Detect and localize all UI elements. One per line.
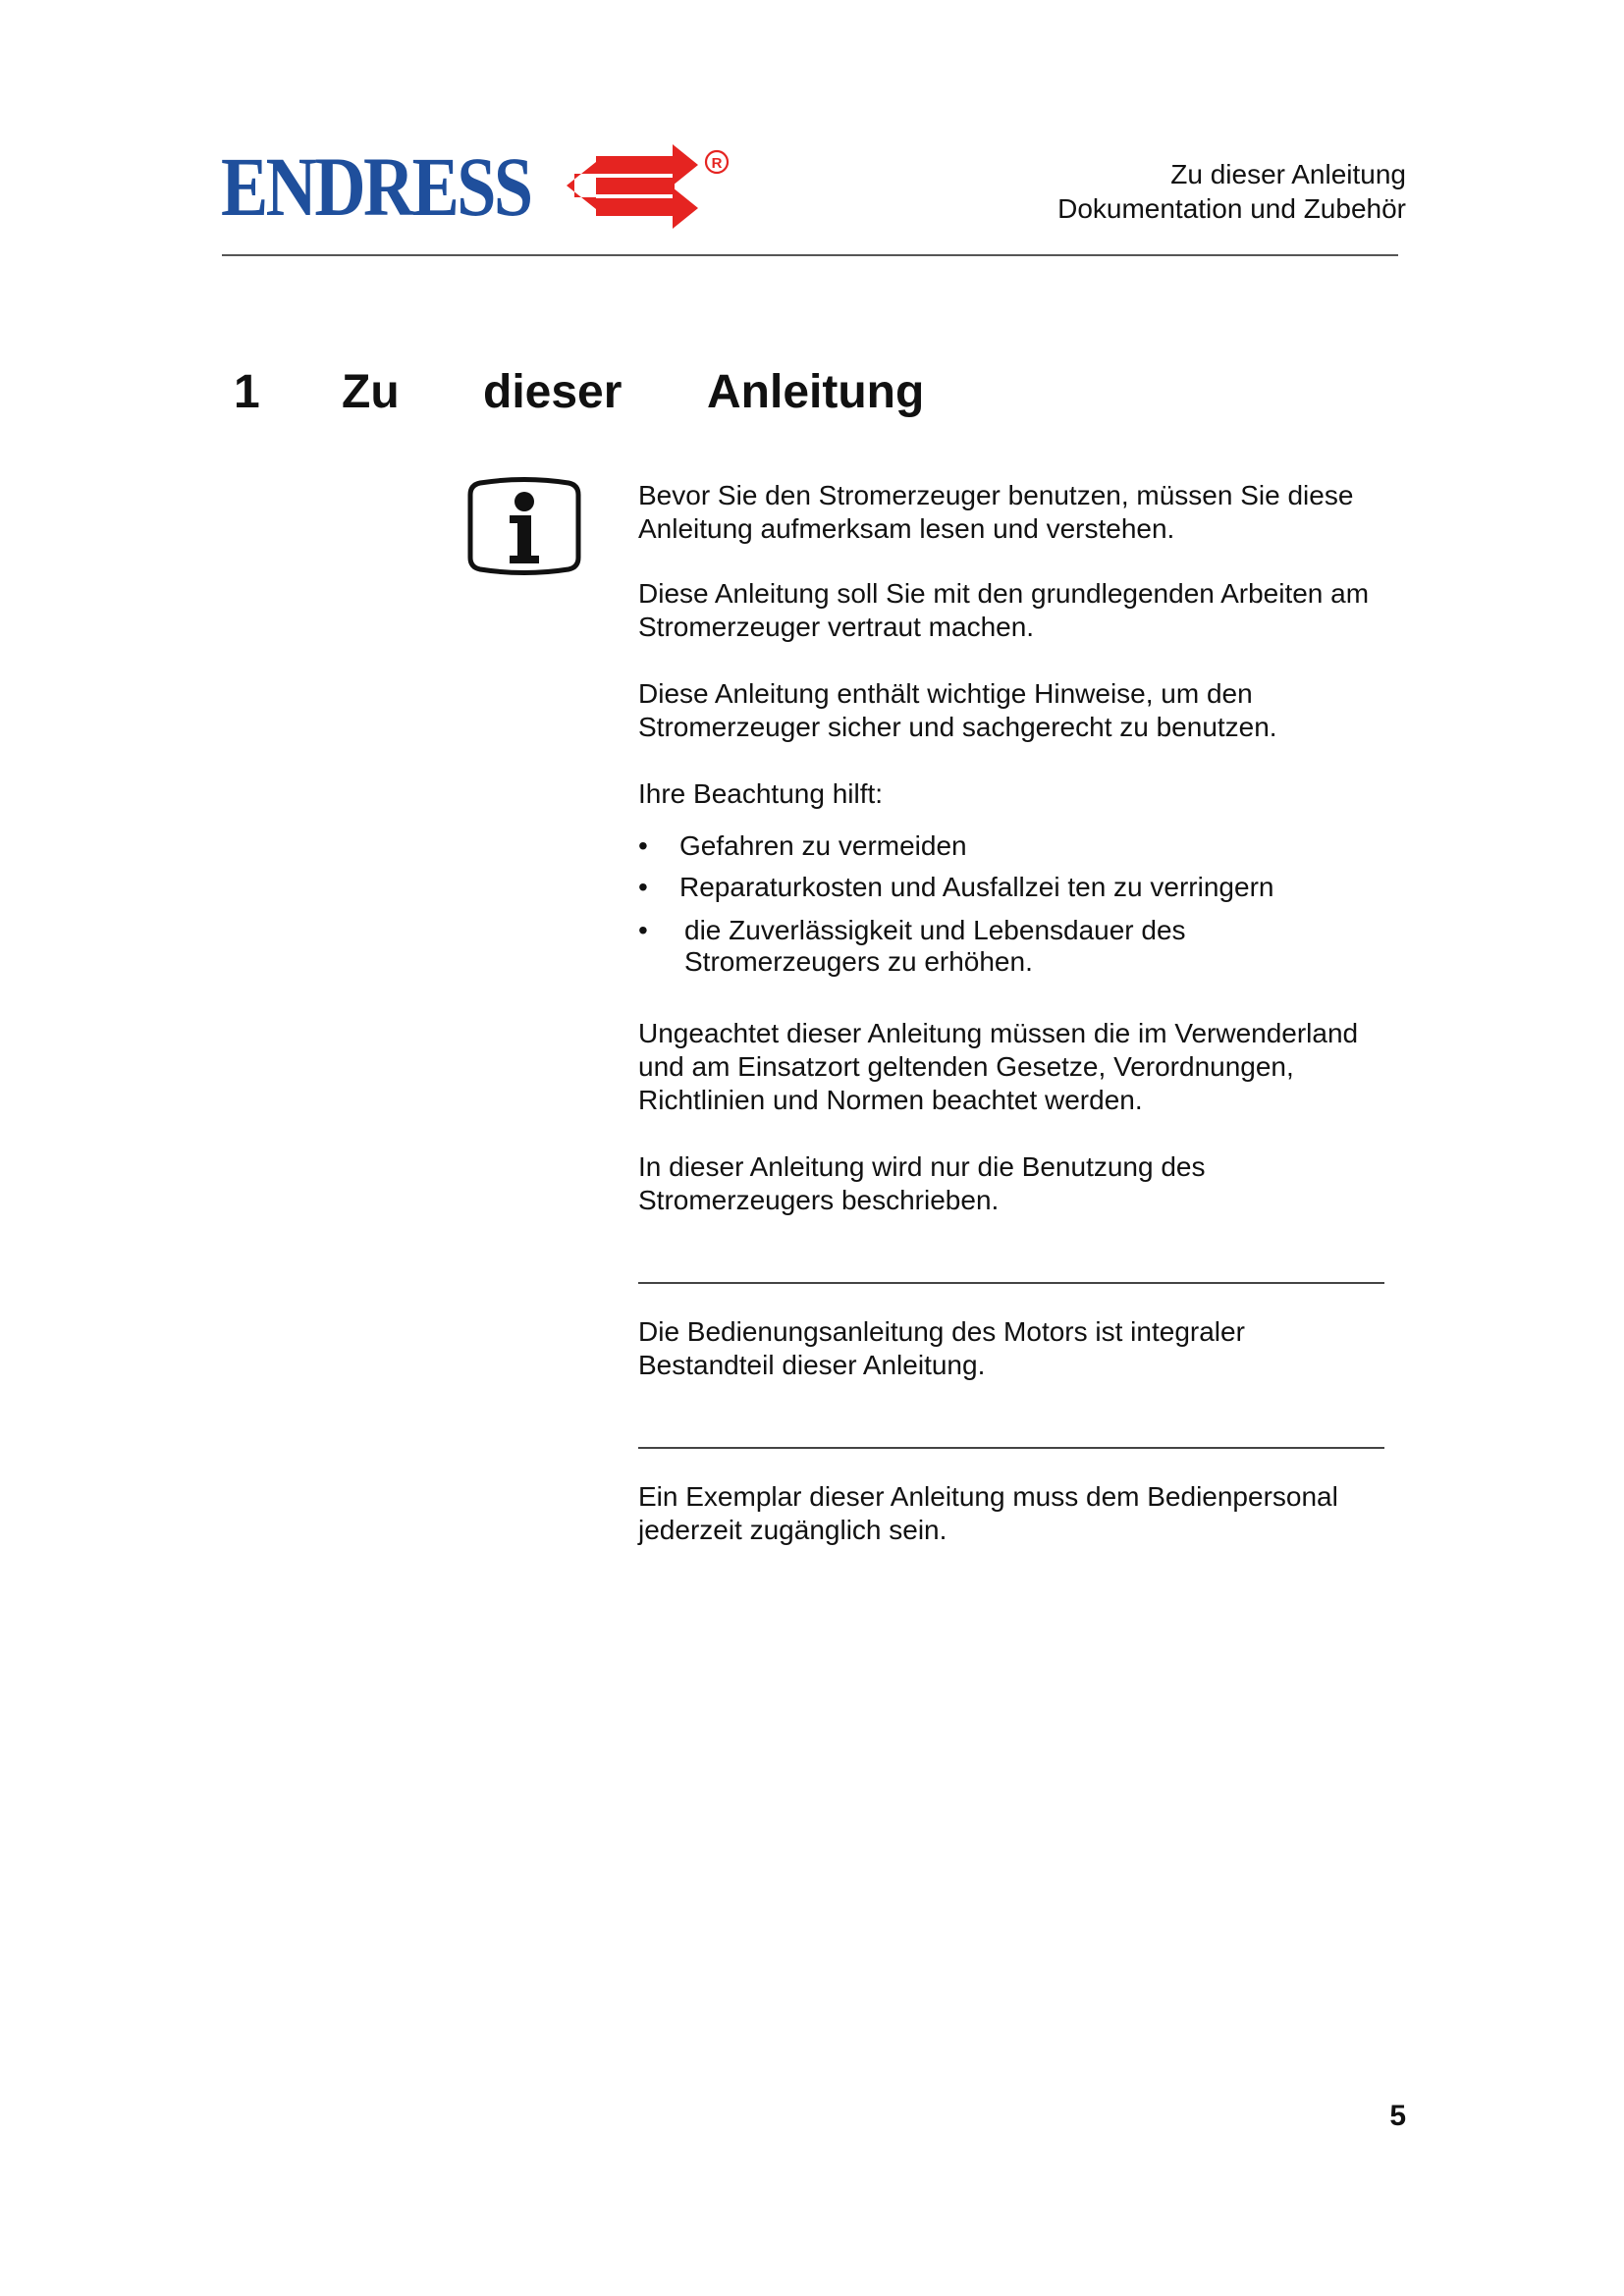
paragraph-engine-manual: Die Bedienungsanleitung des Motors ist integraler Bestandteil dieser Anleitung. bbox=[638, 1316, 1245, 1380]
paragraph-safety: Diese Anleitung enthält wichtige Hinweise, um den Stromerzeuger sicher und sachgerecht zu benutzen. bbox=[638, 678, 1277, 742]
paragraph-benefits-lead: Ihre Beachtung hilft: bbox=[638, 778, 884, 809]
header-divider bbox=[222, 254, 1398, 256]
svg-text:R: R bbox=[711, 155, 723, 172]
paragraph-scope: In dieser Anleitung wird nur die Benutzung des Stromerzeugers beschrieben. bbox=[638, 1151, 1206, 1215]
logo-wordmark: ENDRESS bbox=[221, 139, 531, 234]
section-divider bbox=[638, 1447, 1384, 1449]
chapter-title-word-1: Zu bbox=[342, 366, 400, 418]
logo-arrows-icon bbox=[567, 140, 738, 234]
section-divider bbox=[638, 1282, 1384, 1284]
running-header-line2: Dokumentation und Zubehör bbox=[1057, 193, 1406, 224]
running-header bbox=[1057, 157, 1406, 226]
paragraph-purpose: Diese Anleitung soll Sie mit den grundlegenden Arbeiten am Stromerzeuger vertraut machen. bbox=[638, 578, 1370, 642]
paragraph-availability: Ein Exemplar dieser Anleitung muss dem Bedienpersonal jederzeit zugänglich sein. bbox=[638, 1481, 1338, 1545]
chapter-number: 1 bbox=[234, 366, 260, 418]
paragraph-intro: Bevor Sie den Stromerzeuger benutzen, müssen Sie diese Anleitung aufmerksam lesen und verstehen. bbox=[638, 480, 1354, 544]
chapter-title-word-3: Anleitung bbox=[707, 366, 925, 418]
chapter-title-word-2: dieser bbox=[483, 366, 623, 418]
info-icon bbox=[466, 477, 582, 580]
paragraph-regulations: Ungeachtet dieser Anleitung müssen die im Verwenderland und am Einsatzort geltenden Gesetze, Verordnungen, Richtlinien und Normen beachtet werden. bbox=[638, 1018, 1359, 1115]
chapter-heading bbox=[0, 353, 1624, 432]
endress-logo bbox=[221, 140, 736, 234]
page-number: 5 bbox=[1389, 2100, 1406, 2132]
running-header-line1: Zu dieser Anleitung bbox=[1170, 159, 1406, 189]
